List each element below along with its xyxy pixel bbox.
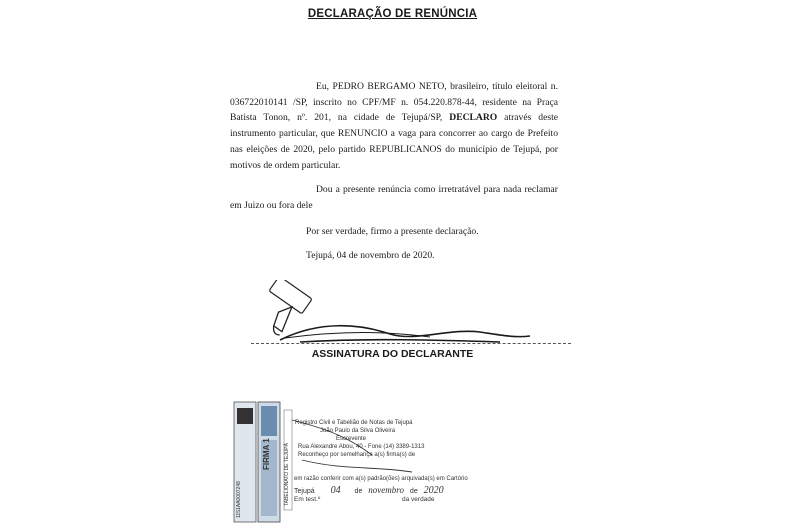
signature-label: ASSINATURA DO DECLARANTE bbox=[311, 348, 474, 360]
notary-line: Reconheço por semelhança a(s) firma(s) de bbox=[298, 452, 416, 458]
signature-line bbox=[251, 343, 571, 344]
notary-line: João Paulo da Silva Oliveira bbox=[320, 428, 396, 434]
notary-month: novembro bbox=[368, 485, 404, 495]
stamp-label: TABELIONATO DE TEJUPÁ bbox=[284, 443, 290, 506]
notary-line: Escrevente bbox=[336, 436, 367, 442]
notary-line: Rua Alexandre Abou, 40 - Fone (14) 3389-1313 bbox=[298, 444, 425, 450]
renunciation-paragraph: Dou a presente renúncia como irretratável para nada reclamar em Juizo ou fora dele bbox=[230, 184, 558, 211]
notary-city: Tejupá bbox=[294, 488, 315, 495]
notary-line: em razão conferir com a(s) padrão(ões) arquivada(s) em Cartório bbox=[294, 476, 468, 482]
signature-area bbox=[240, 280, 580, 350]
notary-day: 04 bbox=[330, 485, 341, 496]
truth-statement: Por ser verdade, firmo a presente declaração. bbox=[306, 226, 479, 237]
notary-year: 2020 bbox=[423, 485, 444, 496]
date-line: Tejupá, 04 de novembro de 2020. bbox=[306, 250, 435, 261]
declaration-paragraph: Eu, PEDRO BERGAMO NETO, brasileiro, título eleitoral n. 036722010141 /SP, inscrito no CPF/MF n. 054.220.878-44, residente na Praça Batista Tonon, nº. 201, na cidade de Tejupá/SP, DECLARO através deste instrumento particular, que RENUNCIO a vaga para concorrer ao cargo de Prefeito nas eleições de 2020, pelo partido REPUBLICANOS do município de Tejupá, por motivos de ordem particular. bbox=[230, 81, 558, 171]
notary-da-verdade: da verdade bbox=[402, 496, 435, 503]
document-title: DECLARAÇÃO DE RENÚNCIA bbox=[307, 8, 478, 20]
firma-label: FIRMA 1 bbox=[262, 438, 271, 470]
notary-line: Registro Civil e Tabelião de Notas de Tejupá bbox=[295, 420, 413, 426]
declaro-keyword: DECLARO bbox=[449, 112, 498, 124]
selo-code: 1151AA0007248 bbox=[236, 481, 242, 518]
notary-em-test: Em test.º bbox=[294, 496, 321, 503]
notary-stamp: Registro Civil e Tabelião de Notas de Tejupá João Paulo da Silva Oliveira Escrevente Rua Alexandre Abou, 40 - Fone (14) 3389-1313 Reconheço por semelhança a(s) firma(s) de em razão conferir com a(s) padrão(ões) arquivada(s) em Cartório Tejupá 04 de novembro de 2020 Em test.º da verdade FIRMA 1 1151AA0007248 TABELIONATO DE TEJUPÁ bbox=[232, 400, 472, 525]
